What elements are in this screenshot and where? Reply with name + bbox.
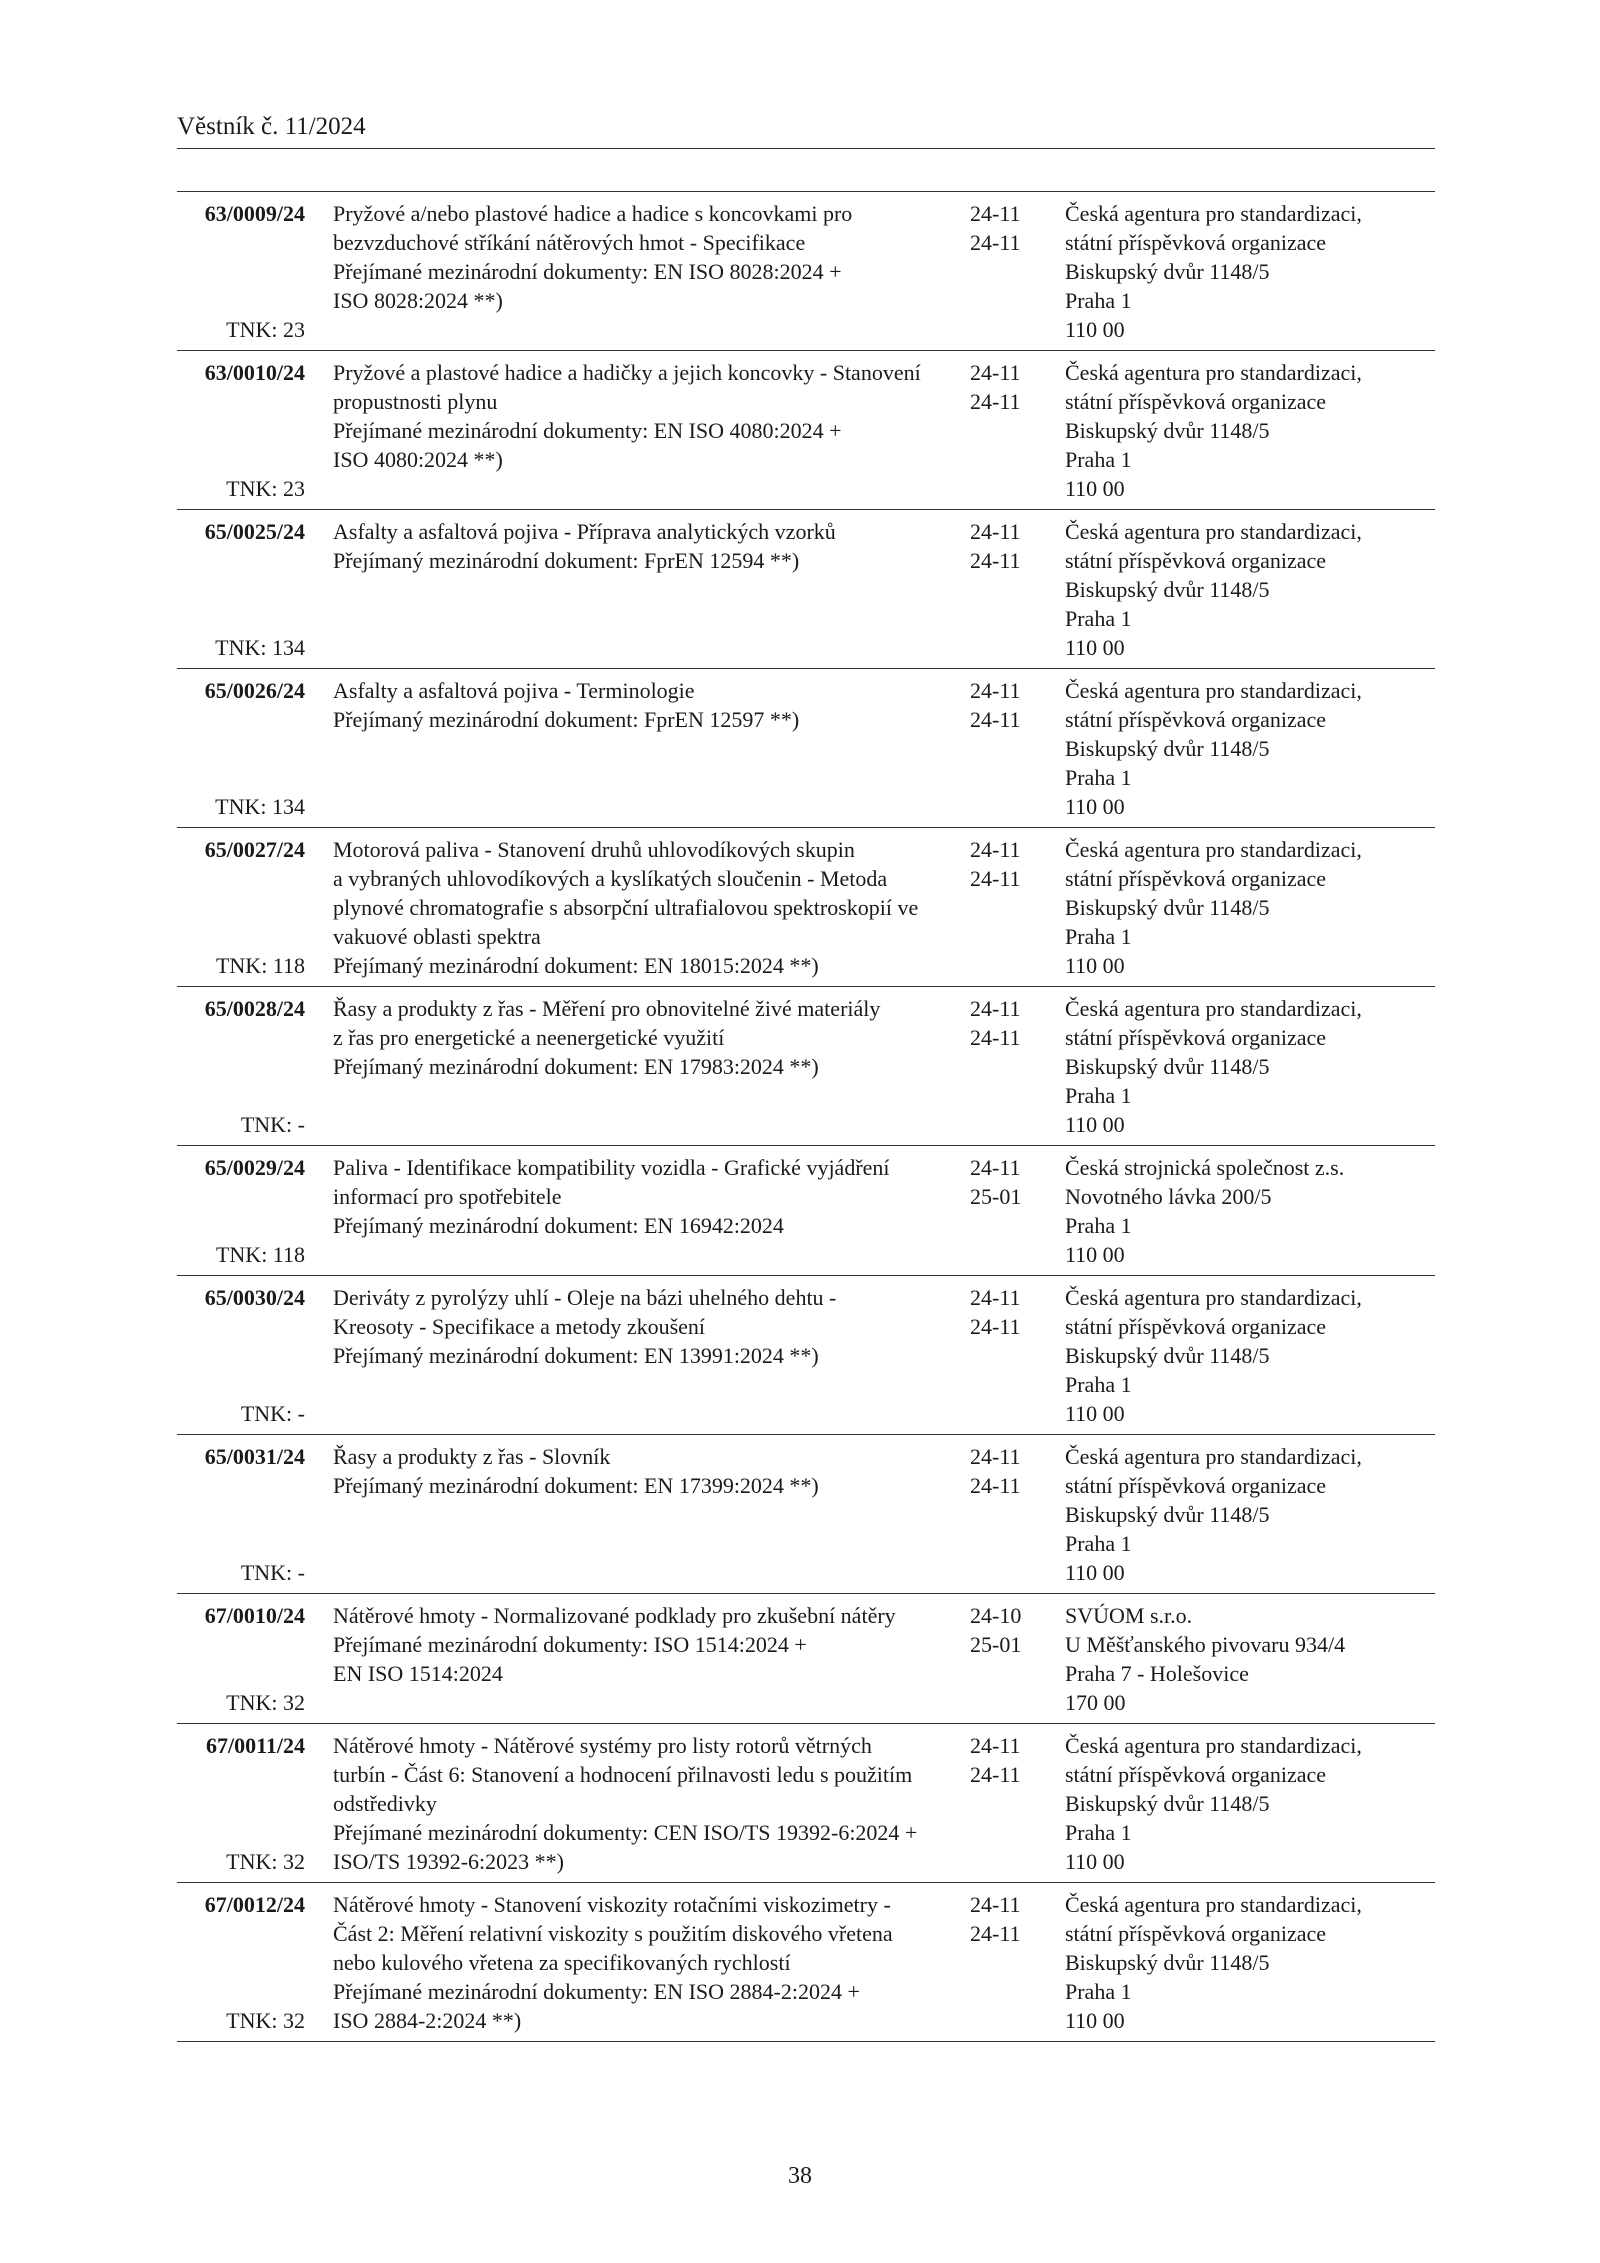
- entry-title-line: Motorová paliva - Stanovení druhů uhlovodíkových skupin: [333, 837, 855, 862]
- entry-organization-line: státní příspěvková organizace: [1065, 389, 1327, 414]
- entry-date: 24-11: [970, 548, 1021, 573]
- entry-organization-line: 110 00: [1065, 1242, 1125, 1267]
- entry-tnk: TNK: 32: [226, 2008, 305, 2033]
- entry-id-cell: [177, 1153, 305, 1269]
- entry-organization-cell: [1065, 1442, 1435, 1587]
- entry-date: 24-11: [970, 519, 1021, 544]
- entry-tnk: TNK: 118: [215, 953, 305, 978]
- entry-date: 25-01: [970, 1184, 1022, 1209]
- entry-organization-line: Česká strojnická společnost z.s.: [1065, 1155, 1345, 1180]
- entry-title-cell: [305, 358, 965, 503]
- entry-id-cell: [177, 1442, 305, 1587]
- entry-organization-line: Biskupský dvůr 1148/5: [1065, 1054, 1270, 1079]
- entry-title-line: ISO/TS 19392-6:2023 **): [333, 1849, 564, 1874]
- entry-title-cell: [305, 835, 965, 980]
- entry-date: 24-11: [970, 1155, 1021, 1180]
- entry-date: 24-11: [970, 1285, 1021, 1310]
- entry-organization-line: Česká agentura pro standardizaci,: [1065, 996, 1362, 1021]
- entry-title-line: Přejímané mezinárodní dokumenty: EN ISO 2884-2:2024 +: [333, 1979, 860, 2004]
- entry-organization-cell: [1065, 1153, 1435, 1269]
- entry-organization-line: Česká agentura pro standardizaci,: [1065, 837, 1362, 862]
- entry-title-cell: [305, 676, 965, 821]
- entry-organization-cell: [1065, 199, 1435, 344]
- entry-date: 24-11: [970, 1921, 1021, 1946]
- entry-id-cell: [177, 1601, 305, 1717]
- entry-id-cell: [177, 994, 305, 1139]
- entry-organization-line: Česká agentura pro standardizaci,: [1065, 360, 1362, 385]
- entry-code: 65/0025/24: [204, 519, 305, 544]
- entry-dates-cell: [965, 1442, 1065, 1587]
- entry-organization-line: Biskupský dvůr 1148/5: [1065, 1950, 1270, 1975]
- entry-title-line: informací pro spotřebitele: [333, 1184, 562, 1209]
- entry-organization-line: 110 00: [1065, 794, 1125, 819]
- entry-organization-line: Praha 1: [1065, 1531, 1132, 1556]
- table-row: [177, 987, 1435, 1146]
- entry-title-line: vakuové oblasti spektra: [333, 924, 541, 949]
- entry-dates-cell: [965, 1890, 1065, 2035]
- entry-title-line: Nátěrové hmoty - Stanovení viskozity rotačními viskozimetry -: [333, 1892, 891, 1917]
- entry-organization-line: Česká agentura pro standardizaci,: [1065, 1892, 1362, 1917]
- entry-tnk: TNK: 32: [226, 1690, 305, 1715]
- entry-title-line: Přejímaný mezinárodní dokument: FprEN 12597 **): [333, 707, 800, 732]
- entry-title-line: Asfalty a asfaltová pojiva - Příprava analytických vzorků: [333, 519, 836, 544]
- entry-organization-line: Česká agentura pro standardizaci,: [1065, 201, 1362, 226]
- entry-title-line: bezvzduchové stříkání nátěrových hmot - Specifikace: [333, 230, 806, 255]
- entry-dates-cell: [965, 1601, 1065, 1717]
- entry-tnk: TNK: 134: [215, 635, 305, 660]
- entry-organization-line: státní příspěvková organizace: [1065, 1025, 1327, 1050]
- entry-dates-cell: [965, 994, 1065, 1139]
- entry-title-line: Přejímané mezinárodní dokumenty: CEN ISO/TS 19392-6:2024 +: [333, 1820, 918, 1845]
- entry-organization-line: státní příspěvková organizace: [1065, 1314, 1327, 1339]
- entry-date: 24-11: [970, 1314, 1021, 1339]
- entry-title-line: Přejímaný mezinárodní dokument: EN 13991:2024 **): [333, 1343, 819, 1368]
- entry-organization-line: 110 00: [1065, 1401, 1125, 1426]
- entry-organization-line: 110 00: [1065, 1849, 1125, 1874]
- entry-organization-line: státní příspěvková organizace: [1065, 230, 1327, 255]
- entry-organization-line: U Měšťanského pivovaru 934/4: [1065, 1632, 1346, 1657]
- entry-dates-cell: [965, 1153, 1065, 1269]
- table-row: [177, 351, 1435, 510]
- table-row: [177, 1594, 1435, 1724]
- entry-title-line: Řasy a produkty z řas - Slovník: [333, 1444, 611, 1469]
- entry-organization-line: Praha 1: [1065, 1372, 1132, 1397]
- entry-organization-line: 110 00: [1065, 1112, 1125, 1137]
- entry-title-line: Řasy a produkty z řas - Měření pro obnovitelné živé materiály: [333, 996, 881, 1021]
- entry-organization-line: Praha 1: [1065, 1083, 1132, 1108]
- entry-title-line: Asfalty a asfaltová pojiva - Terminologie: [333, 678, 695, 703]
- entry-organization-line: 110 00: [1065, 635, 1125, 660]
- entry-title-line: Přejímaný mezinárodní dokument: EN 17983:2024 **): [333, 1054, 819, 1079]
- table-row: [177, 1146, 1435, 1276]
- entry-code: 65/0031/24: [204, 1444, 305, 1469]
- table-row: [177, 1724, 1435, 1883]
- entry-organization-line: Biskupský dvůr 1148/5: [1065, 1343, 1270, 1368]
- entry-organization-line: státní příspěvková organizace: [1065, 548, 1327, 573]
- entry-title-line: Pryžové a plastové hadice a hadičky a jejich koncovky - Stanovení: [333, 360, 921, 385]
- entry-organization-line: Česká agentura pro standardizaci,: [1065, 1733, 1362, 1758]
- entry-organization-cell: [1065, 676, 1435, 821]
- entry-organization-cell: [1065, 1890, 1435, 2035]
- journal-title: Věstník č. 11/2024: [177, 113, 366, 140]
- entry-id-cell: [177, 1890, 305, 2035]
- entry-organization-cell: [1065, 517, 1435, 662]
- entry-dates-cell: [965, 1283, 1065, 1428]
- entry-date: 24-11: [970, 230, 1021, 255]
- entry-tnk: TNK: 134: [215, 794, 305, 819]
- entry-organization-cell: [1065, 1601, 1435, 1717]
- entry-organization-cell: [1065, 1731, 1435, 1876]
- entry-code: 67/0012/24: [204, 1892, 305, 1917]
- entry-organization-line: Praha 1: [1065, 447, 1132, 472]
- entry-date: 24-11: [970, 707, 1021, 732]
- entry-date: 24-11: [970, 1025, 1021, 1050]
- entry-title-line: Přejímaný mezinárodní dokument: EN 17399:2024 **): [333, 1473, 819, 1498]
- entry-dates-cell: [965, 676, 1065, 821]
- entry-organization-line: 110 00: [1065, 953, 1125, 978]
- entry-organization-line: Praha 1: [1065, 1979, 1132, 2004]
- entry-organization-line: 110 00: [1065, 476, 1125, 501]
- entry-organization-line: Praha 1: [1065, 765, 1132, 790]
- entry-organization-line: 110 00: [1065, 2008, 1125, 2033]
- table-row: [177, 669, 1435, 828]
- entry-id-cell: [177, 835, 305, 980]
- entry-organization-cell: [1065, 1283, 1435, 1428]
- entry-title-line: Pryžové a/nebo plastové hadice a hadice s koncovkami pro: [333, 201, 853, 226]
- entry-id-cell: [177, 358, 305, 503]
- entry-date: 24-10: [970, 1603, 1022, 1628]
- entry-dates-cell: [965, 358, 1065, 503]
- entry-code: 65/0030/24: [204, 1285, 305, 1310]
- entry-date: 25-01: [970, 1632, 1022, 1657]
- entry-title-cell: [305, 199, 965, 344]
- entry-date: 24-11: [970, 866, 1021, 891]
- entry-title-line: Část 2: Měření relativní viskozity s použitím diskového vřetena: [333, 1921, 893, 1946]
- entry-organization-line: Biskupský dvůr 1148/5: [1065, 418, 1270, 443]
- entry-organization-line: státní příspěvková organizace: [1065, 1921, 1327, 1946]
- entry-title-cell: [305, 1283, 965, 1428]
- entry-organization-line: Česká agentura pro standardizaci,: [1065, 1444, 1362, 1469]
- entry-organization-line: státní příspěvková organizace: [1065, 866, 1327, 891]
- entry-title-cell: [305, 1601, 965, 1717]
- entry-organization-line: Biskupský dvůr 1148/5: [1065, 577, 1270, 602]
- entry-organization-line: Praha 7 - Holešovice: [1065, 1661, 1249, 1686]
- entry-organization-line: Biskupský dvůr 1148/5: [1065, 259, 1270, 284]
- entry-tnk: TNK: -: [240, 1112, 305, 1137]
- entry-organization-cell: [1065, 358, 1435, 503]
- entry-code: 63/0010/24: [204, 360, 305, 385]
- entry-title-line: Přejímaný mezinárodní dokument: FprEN 12594 **): [333, 548, 800, 573]
- entry-organization-line: státní příspěvková organizace: [1065, 1473, 1327, 1498]
- entry-date: 24-11: [970, 996, 1021, 1021]
- entry-date: 24-11: [970, 1444, 1021, 1469]
- table-row: [177, 1883, 1435, 2042]
- entry-organization-line: Praha 1: [1065, 1213, 1132, 1238]
- entry-tnk: TNK: 23: [226, 476, 305, 501]
- entry-id-cell: [177, 1731, 305, 1876]
- table-row: [177, 1276, 1435, 1435]
- entry-dates-cell: [965, 517, 1065, 662]
- entry-code: 65/0028/24: [204, 996, 305, 1021]
- entry-code: 65/0026/24: [204, 678, 305, 703]
- entry-date: 24-11: [970, 1762, 1021, 1787]
- entry-organization-line: Biskupský dvůr 1148/5: [1065, 1791, 1270, 1816]
- entry-organization-line: SVÚOM s.r.o.: [1065, 1603, 1193, 1628]
- entry-dates-cell: [965, 1731, 1065, 1876]
- entry-title-line: ISO 4080:2024 **): [333, 447, 503, 472]
- entry-tnk: TNK: 23: [226, 317, 305, 342]
- entry-organization-line: Praha 1: [1065, 606, 1132, 631]
- entry-title-line: Přejímané mezinárodní dokumenty: EN ISO 8028:2024 +: [333, 259, 842, 284]
- entry-date: 24-11: [970, 837, 1021, 862]
- entry-title-line: odstředivky: [333, 1791, 437, 1816]
- entry-tnk: TNK: -: [240, 1560, 305, 1585]
- entry-title-cell: [305, 1442, 965, 1587]
- entry-code: 65/0029/24: [204, 1155, 305, 1180]
- entry-dates-cell: [965, 835, 1065, 980]
- entry-organization-line: Česká agentura pro standardizaci,: [1065, 678, 1362, 703]
- page-number: 38: [788, 2163, 812, 2189]
- entry-organization-line: státní příspěvková organizace: [1065, 1762, 1327, 1787]
- entry-organization-line: Praha 1: [1065, 924, 1132, 949]
- entry-date: 24-11: [970, 1733, 1021, 1758]
- entry-date: 24-11: [970, 1473, 1021, 1498]
- entry-organization-line: 110 00: [1065, 1560, 1125, 1585]
- table-row: [177, 1435, 1435, 1594]
- entry-id-cell: [177, 1283, 305, 1428]
- entry-code: 67/0010/24: [204, 1603, 305, 1628]
- entry-title-line: EN ISO 1514:2024: [333, 1661, 503, 1686]
- entry-title-line: ISO 8028:2024 **): [333, 288, 503, 313]
- entry-id-cell: [177, 199, 305, 344]
- entry-date: 24-11: [970, 360, 1021, 385]
- entry-organization-cell: [1065, 835, 1435, 980]
- entry-title-line: Nátěrové hmoty - Nátěrové systémy pro listy rotorů větrných: [333, 1733, 872, 1758]
- entry-organization-line: Biskupský dvůr 1148/5: [1065, 1502, 1270, 1527]
- entry-title-cell: [305, 994, 965, 1139]
- entry-title-line: Přejímané mezinárodní dokumenty: EN ISO 4080:2024 +: [333, 418, 842, 443]
- entry-date: 24-11: [970, 389, 1021, 414]
- entry-date: 24-11: [970, 201, 1021, 226]
- entry-title-line: Kreosoty - Specifikace a metody zkoušení: [333, 1314, 706, 1339]
- entry-title-line: Deriváty z pyrolýzy uhlí - Oleje na bázi uhelného dehtu -: [333, 1285, 837, 1310]
- entry-title-line: Nátěrové hmoty - Normalizované podklady pro zkušební nátěry: [333, 1603, 896, 1628]
- entry-tnk: TNK: -: [240, 1401, 305, 1426]
- entry-organization-line: Praha 1: [1065, 1820, 1132, 1845]
- entry-organization-line: Česká agentura pro standardizaci,: [1065, 1285, 1362, 1310]
- entry-title-line: Přejímaný mezinárodní dokument: EN 16942:2024: [333, 1213, 784, 1238]
- entry-title-cell: [305, 1890, 965, 2035]
- entry-title-line: turbín - Část 6: Stanovení a hodnocení přilnavosti ledu s použitím: [333, 1762, 913, 1787]
- entry-title-line: Paliva - Identifikace kompatibility vozidla - Grafické vyjádření: [333, 1155, 890, 1180]
- standards-table: [177, 191, 1435, 2042]
- entry-id-cell: [177, 676, 305, 821]
- entry-organization-cell: [1065, 994, 1435, 1139]
- table-row: [177, 192, 1435, 351]
- entry-title-line: Přejímané mezinárodní dokumenty: ISO 1514:2024 +: [333, 1632, 807, 1657]
- entry-date: 24-11: [970, 1892, 1021, 1917]
- entry-title-line: plynové chromatografie s absorpční ultrafialovou spektroskopií ve: [333, 895, 919, 920]
- entry-code: 65/0027/24: [204, 837, 305, 862]
- entry-title-cell: [305, 1153, 965, 1269]
- entry-tnk: TNK: 32: [226, 1849, 305, 1874]
- entry-title-cell: [305, 517, 965, 662]
- entry-title-line: a vybraných uhlovodíkových a kyslíkatých sloučenin - Metoda: [333, 866, 888, 891]
- entry-code: 67/0011/24: [205, 1733, 305, 1758]
- entry-title-cell: [305, 1731, 965, 1876]
- entry-dates-cell: [965, 199, 1065, 344]
- entry-organization-line: 170 00: [1065, 1690, 1126, 1715]
- entry-title-line: z řas pro energetické a neenergetické využití: [333, 1025, 725, 1050]
- entry-organization-line: Praha 1: [1065, 288, 1132, 313]
- entry-organization-line: Česká agentura pro standardizaci,: [1065, 519, 1362, 544]
- entry-organization-line: Biskupský dvůr 1148/5: [1065, 736, 1270, 761]
- table-row: [177, 828, 1435, 987]
- entry-title-line: ISO 2884-2:2024 **): [333, 2008, 522, 2033]
- entry-tnk: TNK: 118: [215, 1242, 305, 1267]
- table-row: [177, 510, 1435, 669]
- entry-date: 24-11: [970, 678, 1021, 703]
- entry-organization-line: 110 00: [1065, 317, 1125, 342]
- entry-organization-line: Biskupský dvůr 1148/5: [1065, 895, 1270, 920]
- entry-id-cell: [177, 517, 305, 662]
- entry-organization-line: státní příspěvková organizace: [1065, 707, 1327, 732]
- entry-organization-line: Novotného lávka 200/5: [1065, 1184, 1272, 1209]
- page-header: [177, 112, 1435, 149]
- entry-title-line: Přejímaný mezinárodní dokument: EN 18015:2024 **): [333, 953, 819, 978]
- entry-code: 63/0009/24: [204, 201, 305, 226]
- entry-title-line: nebo kulového vřetena za specifikovaných rychlostí: [333, 1950, 791, 1975]
- entry-title-line: propustnosti plynu: [333, 389, 498, 414]
